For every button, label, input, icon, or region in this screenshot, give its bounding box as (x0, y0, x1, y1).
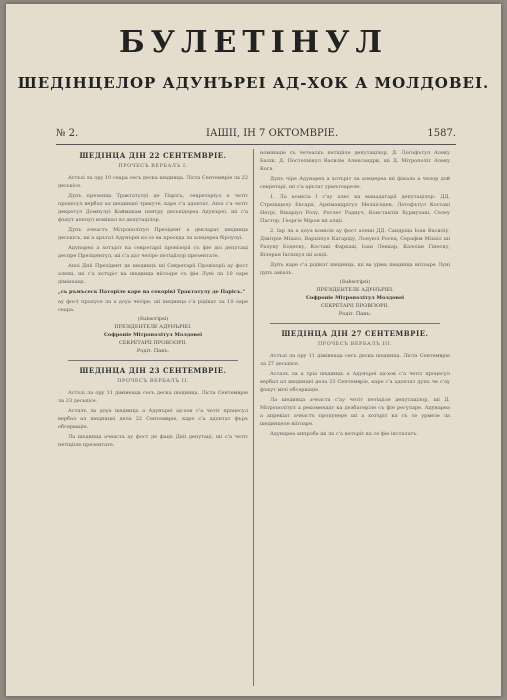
masthead-title: БУЛЕТIНУЛ (119, 25, 388, 60)
signed-note: (Subscripsi) (137, 316, 169, 322)
newspaper-page (6, 4, 501, 696)
president-name: Софронiе Мiтрополiтул Молдовеi (103, 332, 203, 338)
paragraph: Дупъ презенца Трактатулуi де Парiсъ, секретарiул а четiт процесул вербал ал шединцеi трекуте, каре с'а адоптат. Апоi с'а четiт декретул Домнулуi Каймакам пентру деськiдереа Адунъреi, шi с'а фъкут апелул номiнал ал депутацiлор. (58, 193, 248, 223)
session-subheading: ПРОЧЕСЪ ВЕРБАЛЪ II. (117, 378, 189, 384)
issue-number: № 2. (56, 128, 79, 139)
paragraph: Ла шединца ачеаста с'ау четiт петiцiiле депутацiлор, шi Д. Мiтрополiтул а рекомендат ка дезбатерiле съ фiе регуларе. Адунареа а апрекiат ачеастъ пропунере шi а хотърiт ка съ се урмезе ла шединцеле вiiтоаре. (260, 397, 450, 427)
paragraph: Адунареа а хотърiт ка секретарii провiзорii съ фiе доi депутацi деспре Презiдентул, шi с'а дат четiре петiцiiлор презентате. (58, 245, 248, 259)
paragraph: Астъзi ла ору 10 сеара сесъ деска шединца. Лiста Сентемврiе ла 22 деськiсе. (58, 175, 248, 189)
masthead (6, 26, 501, 92)
session-heading: ШЕДIНЦА ДIН 22 СЕНТЕМВРIЕ. (79, 151, 227, 160)
section-rule (68, 360, 238, 361)
secretaries-label: СЕКРЕТАРII ПРОВIЗОРII. (321, 303, 389, 309)
secretaries-names: Родiт. Пакъ. (338, 311, 372, 317)
secretaries-names: Родiт. Пакъ. (136, 348, 170, 354)
signed-note: (Subscripsi) (339, 279, 371, 285)
section-rule (270, 323, 440, 324)
issue-date: IАШII, IН 7 ОКТОМВРIЕ. (206, 128, 339, 139)
secretaries-label: СЕКРЕТАРII ПРОВIЗОРII. (119, 340, 187, 346)
paragraph: номiнацiе съ четеаскъ петiцiiле депутацiлор, Д. Лоґофътул Алеку Балш, Д. Постелнiкул Василiе Александри, шi Д. Мiтрополiт Алеку Кога. (260, 150, 450, 172)
column-divider (253, 149, 254, 686)
session-heading: ШЕДIНЦА ДIН 23 СЕНТЕМВРIЕ. (79, 366, 227, 375)
paragraph: Дупъ чiре Адунареа а хотърiт ла алеџереа шi фiнала а челор дой секретарi, шi с'а арътат урмътоареле: (260, 176, 450, 190)
paragraph: Асталъ ла а трiа шединцъ а Адунъреi ад-хок с'а четiт процесул вербал ал шединцеi дела 23 Сентемврiе, каре с'а адоптат дупъ че с'ау фъкут мiчi обсервацiе. (260, 371, 450, 393)
paragraph: 1. Ла комiсiа I с'ау алес ка манадатарii депутацiлор: ДД. Стреiшцелу Ексарх, Архiмандрiтул Мелхiседек, Логофътул Костакi Негрi, Вiкарiул Ролу, Рослет Раднуч, Константiн Хурмузакi, Селеу Пастор, Георгiе Мiрон шi алцii. (260, 194, 450, 224)
paragraph: ау фост пропусе ла а доуа четiре, шi шединца с'а рiдiкат ла 10 оаре сеара. (58, 299, 248, 313)
president-label: ПРЕЗIДЕНТЕЛЕ АДУНЪРIЕI. (316, 287, 394, 293)
issue-year: 1587. (427, 128, 456, 139)
issue-line (56, 126, 456, 145)
paragraph: Апоi Днii Презiдент де шединцъ шi Секретарii Провiзорii ау фост алешi, шi с'а хотърiт ка шединца вiiтоаре съ фiе Лунi ла 10 оаре дiмiнеаца. (58, 263, 248, 285)
session-heading: ШЕДIНЦА ДIН 27 СЕНТЕМВРIЕ. (281, 329, 429, 338)
masthead-subtitle: ШЕДIНЦЕЛОР АДУНЪРЕI АД-ХОК А МОЛДОВЕI. (17, 74, 490, 92)
paragraph: Астъзi ла ору 11 дiмiнеаца сесъ деска шединца. Лiста Сентемврiе ла 27 деськiсе. (260, 353, 450, 367)
paragraph: Ла шединца ачеаста ау фост де фацъ Днii депутацi, шi с'а четiт петiцiiле презентате. (58, 434, 248, 448)
paragraph: Адунареа аппроба шi ла с'а кетърiт ка се фiе iнсталатъ. (270, 431, 419, 437)
paragraph: Асталъ ла доуа шединцъ а Адунъреi ад-хок с'а четiт процесул вербал ал шединцеi дела 22 Сентемврiе, каре с'а адоптат фъръ обсервацiе. (58, 408, 248, 430)
left-column (58, 149, 248, 686)
session-subheading: ПРОЧЕСЪ ВЕРБАЛЪ I. (118, 163, 188, 169)
paragraph: Дупъ каре с'а рiдiкат шединца, шi ва урма шединца вiiтоаре Лунi дупъ амiазъ. (260, 262, 450, 276)
president-name: Софронiе Мiтрополiтул Молдовеi (305, 295, 405, 301)
paragraph: 2. Iар ла а доуа комiсiе ау фост алешi ДД. Сандрiца Iоан Василiу, Дiмiтрiе Мiхаiл, Вархiпiул Кагарiду, Лопуюл Росец, Серафiм Мiхаiл шi Ралуку Бодеску, Костакi Фаркаш, Iоан Ленкар, Калоiан Гiнеску, Вiлеран Iасiнкул шi алцii. (260, 228, 450, 258)
president-label: ПРЕЗIДЕНТЕЛЕ АДУНЪРIЕI. (114, 324, 192, 330)
paragraph: Дупъ ачеастъ Мiтрополiтул Презiдент а декларат шединца деськiсъ, шi а арътат Адунъреi кэ се ва проседа ла алеџереа бiроулуi. (58, 227, 248, 241)
paragraph: Астъзi ла ору 11 дiмiнеаца сесъ деска шединца. Лiста Сентемврiе ла 23 деськiсе. (58, 390, 248, 404)
session-subheading: ПРОЧЕСЪ ВЕРБАЛЪ III. (317, 341, 393, 347)
quoted-resolution: „сь ръмъсеск Паторiле каре ва секорiкi Трактатулу де Парiсъ." (58, 289, 245, 295)
right-column (260, 149, 450, 686)
